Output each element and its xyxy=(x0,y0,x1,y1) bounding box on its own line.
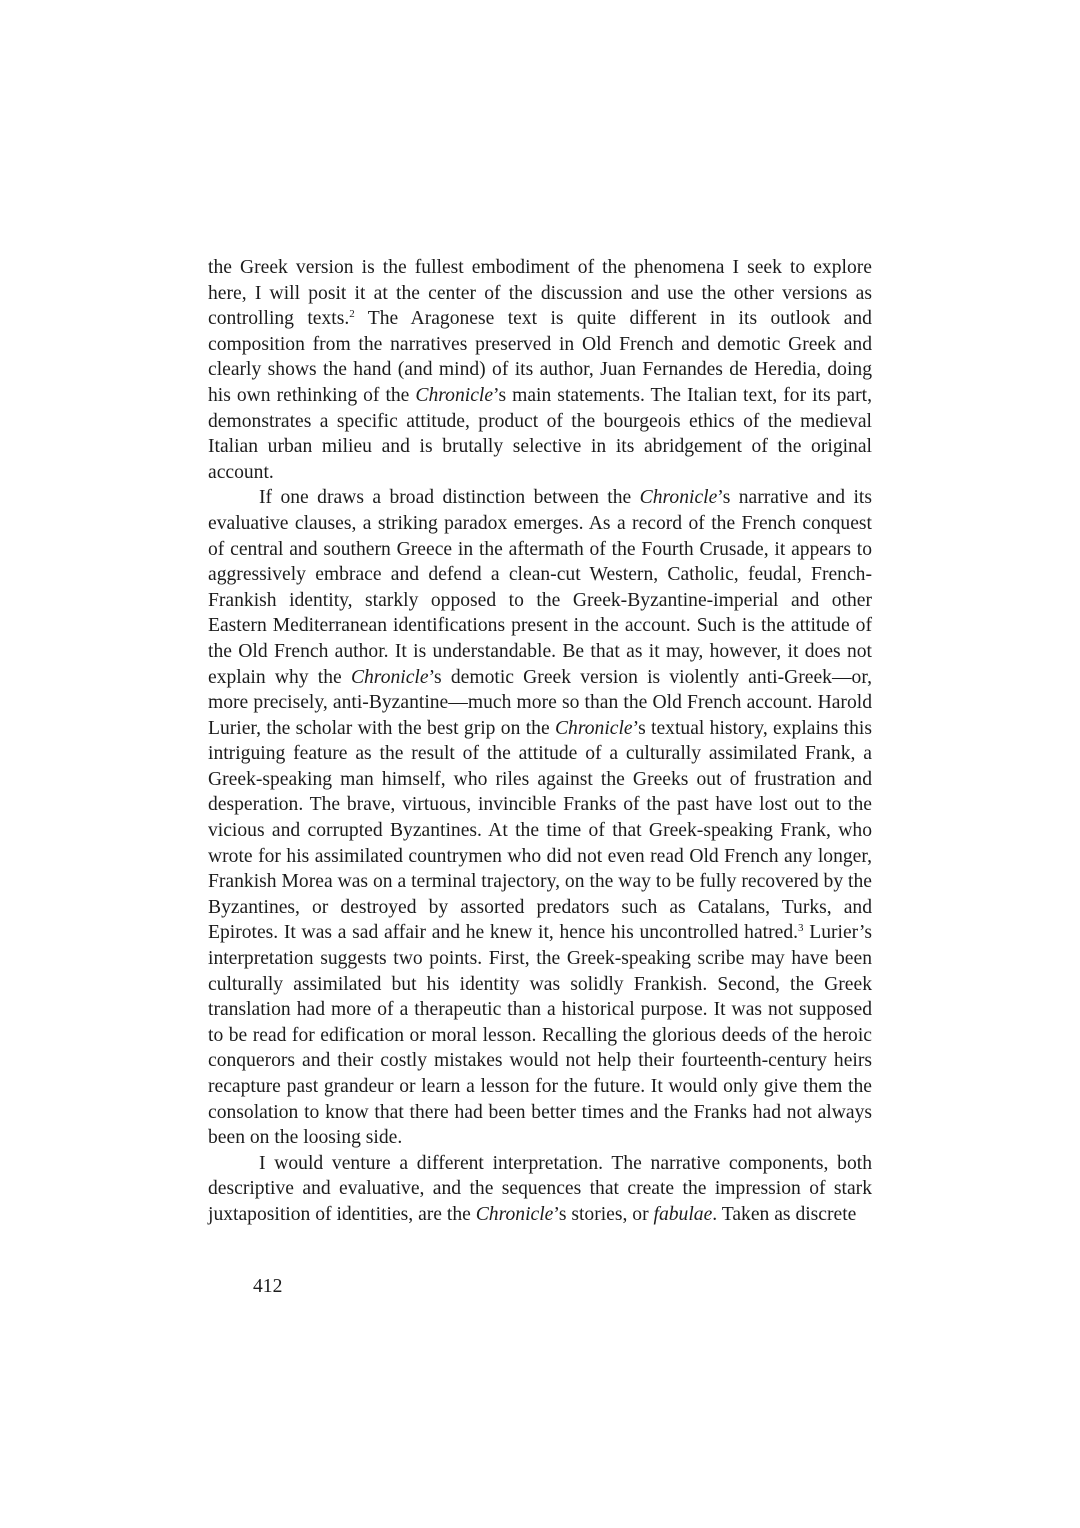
paragraph xyxy=(208,1151,872,1228)
paragraph xyxy=(208,255,872,485)
italic-text: Chronicle xyxy=(475,1203,554,1225)
text-run: ’s textual history, explains this intriguing feature as the result of the attitude of a culturally assimilated Frank, a Greek-speaking man himself, who riles against the Greeks out of frustration and desperation. The brave, virtuous, invincible Franks of the past have lost out to the vicious and corrupted Byzantines. At the time of that Greek-speaking Frank, who wrote for his assimilated countrymen who did not even read Old French any longer, Frankish Morea was on a terminal trajectory, on the way to be fully recovered by the Byzantines, or destroyed by assorted predators such as Catalans, Turks, and Epirotes. It was a sad affair and he knew it, hence his uncontrolled hatred. xyxy=(208,717,872,944)
text-run: The Aragonese text is quite different in its outlook and composition from the narratives preserved in Old French and demotic Greek and clearly shows the hand (and mind) of its author, Juan Fernandes de Heredia, doing his own rethinking of the xyxy=(208,308,872,406)
italic-text: Chronicle xyxy=(639,487,718,509)
italic-text: Chronicle xyxy=(350,666,429,688)
text-run: the Greek version is the fullest embodiment of the phenomena I seek to explore here, I will posit it at the center of the discussion and use the other versions as controlling texts. xyxy=(208,257,872,330)
text-run: ’s main statements. The Italian text, for its part, demonstrates a specific attitude, product of the bourgeois ethics of the medieval Italian urban milieu and is brutally selective in its abridgement of the original account. xyxy=(208,384,872,483)
italic-text: fabulae xyxy=(653,1203,713,1225)
italic-text: Chronicle xyxy=(554,717,633,739)
footnote-ref: 3 xyxy=(798,922,804,935)
text-run: I would venture a different interpretation. The narrative components, both descriptive and evaluative, and the sequences that create the impression of stark juxtaposition of identities, are the xyxy=(208,1152,872,1225)
page-number: 412 xyxy=(253,1276,283,1297)
paragraph xyxy=(208,485,872,1150)
text-run: ’s demotic Greek version is violently anti-Greek—or, more precisely, anti-Byzantine—much more so than the Old French account. Harold Lurier, the scholar with the best grip on the xyxy=(208,666,872,739)
body-text xyxy=(208,255,872,1228)
text-run: . Taken as discrete xyxy=(712,1203,857,1225)
italic-text: Chronicle xyxy=(415,384,494,406)
text-run: Lurier’s interpretation suggests two points. First, the Greek-speaking scribe may have been culturally assimilated but his identity was solidly Frankish. Second, the Greek translation had more of a therapeutic than a historical purpose. It was not supposed to be read for edification or moral lesson. Recalling the glorious deeds of the heroic conquerors and their costly mistakes would not help their fourteenth-century heirs recapture past grandeur or learn a lesson for the future. It would only give them the consolation to know that there had been better times and the Franks had not always been on the loosing side. xyxy=(208,922,872,1149)
text-run: ’s stories, or xyxy=(553,1203,654,1225)
footnote-ref: 2 xyxy=(349,308,355,321)
text-run: ’s narrative and its evaluative clauses, a striking paradox emerges. As a record of the French conquest of central and southern Greece in the aftermath of the Fourth Crusade, it appears to aggressively embrace and defend a clean-cut Western, Catholic, feudal, French-Frankish identity, starkly opposed to the Greek-Byzantine-imperial and other Eastern Mediterranean identifications present in the account. Such is the attitude of the Old French author. It is understandable. Be that as it may, however, it does not explain why the xyxy=(208,487,872,688)
text-run: If one draws a broad distinction between the xyxy=(259,487,640,509)
